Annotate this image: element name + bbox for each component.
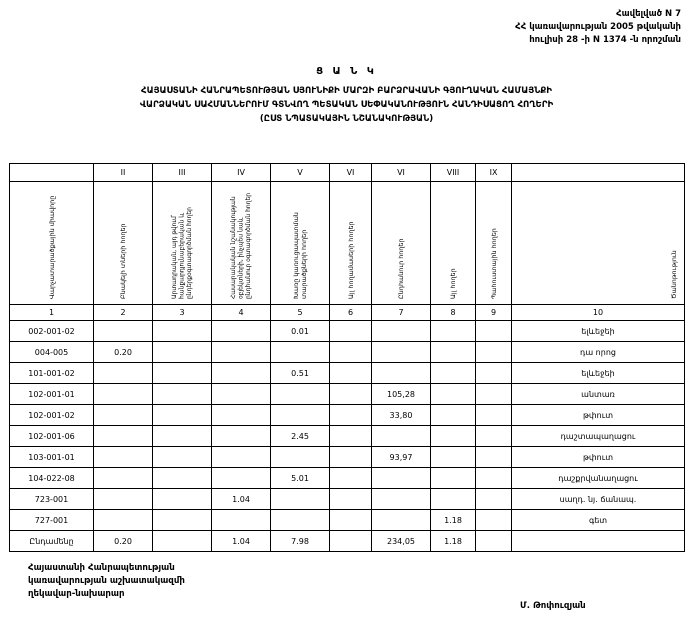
cell-c3 <box>153 510 212 531</box>
cell-note: թփուտ <box>512 405 685 426</box>
cell-c5 <box>271 489 330 510</box>
title-line-2: ՎԱՐՁԱԿԱՆ ՍԱՀՄԱՆՆԵՐՈՒՄ ԳՏՆՎՈՂ ՊԵՏԱԿԱՆ ՍԵՓԱԿԱՆՈՒԹՅՈՒՆ ՀԱՆԴԻՍԱՑՈՂ ՀՈՂԵՐԻ <box>139 100 554 110</box>
cell-c9 <box>476 510 512 531</box>
cell-c8 <box>431 363 476 384</box>
total-c3 <box>153 531 212 552</box>
cell-code: 004-005 <box>10 342 94 363</box>
cell-c9 <box>476 426 512 447</box>
table-row-total <box>10 531 685 552</box>
cell-note: թփուտ <box>512 447 685 468</box>
header-label-9: Պահուստային հողեր <box>489 228 498 299</box>
cell-c2 <box>94 468 153 489</box>
number-cell-8: 8 <box>431 305 476 321</box>
document-title-word: Ց Ա Ն Կ <box>316 66 377 77</box>
cell-c9 <box>476 384 512 405</box>
total-c5: 7.98 <box>271 531 330 552</box>
cell-c2 <box>94 426 153 447</box>
cell-c9 <box>476 489 512 510</box>
header-cell-4 <box>212 182 271 305</box>
cell-note: ելևեջեի <box>512 321 685 342</box>
cell-c6 <box>330 363 372 384</box>
header-cell-10 <box>512 182 685 305</box>
header-cell-2 <box>94 182 153 305</box>
total-c2: 0.20 <box>94 531 153 552</box>
cell-c7: 93,97 <box>372 447 431 468</box>
cell-c8 <box>431 447 476 468</box>
cell-note: անտառ <box>512 384 685 405</box>
cell-code: 727-001 <box>10 510 94 531</box>
footer-line-3: ղեկավար-նախարար <box>28 589 125 599</box>
footer-line-2: կառավարության աշխատակազմի <box>28 576 185 586</box>
table-row <box>10 405 685 426</box>
cell-c9 <box>476 342 512 363</box>
cell-note: ելևեջեի <box>512 363 685 384</box>
header-label-2: Բնակելի տների հողեր <box>119 223 127 299</box>
roman-cell-9: IX <box>476 164 512 182</box>
header-cell-3 <box>153 182 212 305</box>
cell-note: գետ <box>512 510 685 531</box>
total-c7: 234,05 <box>372 531 431 552</box>
cell-code: 101-001-02 <box>10 363 94 384</box>
cell-c2 <box>94 363 153 384</box>
cell-c4 <box>212 363 271 384</box>
roman-cell-3: III <box>153 164 212 182</box>
cell-c7 <box>372 321 431 342</box>
cell-c4 <box>212 426 271 447</box>
roman-cell-7: VI <box>372 164 431 182</box>
total-c9 <box>476 531 512 552</box>
cell-c8 <box>431 384 476 405</box>
cell-c2 <box>94 447 153 468</box>
cell-c7 <box>372 363 431 384</box>
land-table <box>9 163 685 552</box>
roman-cell-2: II <box>94 164 153 182</box>
total-c6 <box>330 531 372 552</box>
roman-cell-1 <box>10 164 94 182</box>
cell-c5 <box>271 342 330 363</box>
cell-c8 <box>431 342 476 363</box>
number-cell-6: 6 <box>330 305 372 321</box>
roman-cell-5: V <box>271 164 330 182</box>
table-row <box>10 342 685 363</box>
cell-code: 103-001-01 <box>10 447 94 468</box>
cell-code: 102-001-01 <box>10 384 94 405</box>
cell-c5 <box>271 447 330 468</box>
table-row <box>10 510 685 531</box>
number-cell-10: 10 <box>512 305 685 321</box>
table-row <box>10 447 685 468</box>
cell-c6 <box>330 489 372 510</box>
table-row <box>10 468 685 489</box>
cell-c7 <box>372 510 431 531</box>
cell-c3 <box>153 363 212 384</box>
number-cell-9: 9 <box>476 305 512 321</box>
cell-c3 <box>153 468 212 489</box>
number-cell-5: 5 <box>271 305 330 321</box>
roman-cell-4: IV <box>212 164 271 182</box>
cell-c4: 1.04 <box>212 489 271 510</box>
cell-c2 <box>94 384 153 405</box>
cell-c5 <box>271 510 330 531</box>
signature-block-left <box>28 562 185 601</box>
cell-c6 <box>330 321 372 342</box>
cell-code: 104-022-08 <box>10 468 94 489</box>
total-c8: 1.18 <box>431 531 476 552</box>
header-label-4: Հասարակական նշանակության օբյեկտների, ինչպես նաև ընդհանուր օգտագործման հողեր <box>229 192 252 299</box>
total-c4: 1.04 <box>212 531 271 552</box>
document-header <box>515 8 681 47</box>
cell-c5: 0.51 <box>271 363 330 384</box>
header-label-5: Խառը կառուցապատման տարածքների հողեր <box>292 212 308 299</box>
cell-c9 <box>476 363 512 384</box>
number-cell-7: 7 <box>372 305 431 321</box>
cell-c2 <box>94 405 153 426</box>
cell-c7: 105,28 <box>372 384 431 405</box>
cell-note: դաշքրվանաղացու <box>512 468 685 489</box>
cell-c5: 2.45 <box>271 426 330 447</box>
cell-c3 <box>153 384 212 405</box>
cell-c7: 33,80 <box>372 405 431 426</box>
cell-c4 <box>212 510 271 531</box>
footer-line-1: Հայաստանի Հանրապետության <box>28 563 175 573</box>
cell-note: դաշտապաղացու <box>512 426 685 447</box>
cell-c5 <box>271 384 330 405</box>
cell-code: 102-001-02 <box>10 405 94 426</box>
cell-c3 <box>153 321 212 342</box>
cell-c6 <box>330 426 372 447</box>
signature-name: Մ. Թոփուզյան <box>520 601 586 611</box>
cell-c5 <box>271 405 330 426</box>
cell-c7 <box>372 468 431 489</box>
cell-c6 <box>330 405 372 426</box>
cell-c6 <box>330 468 372 489</box>
cell-c9 <box>476 321 512 342</box>
total-label: Ընդամենը <box>10 531 94 552</box>
cell-c8 <box>431 405 476 426</box>
cell-c9 <box>476 405 512 426</box>
cell-code: 723-001 <box>10 489 94 510</box>
cell-c4 <box>212 321 271 342</box>
header-cell-1 <box>10 182 94 305</box>
cell-c9 <box>476 447 512 468</box>
cell-note: սաղդ. նյ. ճանապ. <box>512 489 685 510</box>
table-row <box>10 426 685 447</box>
number-cell-2: 2 <box>94 305 153 321</box>
cell-c6 <box>330 384 372 405</box>
header-cell-5 <box>271 182 330 305</box>
total-note <box>512 531 685 552</box>
cell-c3 <box>153 447 212 468</box>
number-cell-4: 4 <box>212 305 271 321</box>
table-row-roman <box>10 164 685 182</box>
number-cell-1: 1 <box>10 305 94 321</box>
cell-c8 <box>431 489 476 510</box>
cell-c9 <box>476 468 512 489</box>
cell-c8 <box>431 321 476 342</box>
header-label-1: Վարչատարածքային միավորը <box>47 195 56 299</box>
table-row <box>10 321 685 342</box>
header-cell-6 <box>330 182 372 305</box>
header-label-6: Այլ հողամասերի հողեր <box>346 221 355 299</box>
cell-c2 <box>94 489 153 510</box>
cell-c7 <box>372 342 431 363</box>
title-line-1: ՀԱՅԱՍՏԱՆԻ ՀԱՆՐԱՊԵՏՈՒԹՅԱՆ ՍՅՈՒՆԻՔԻ ՄԱՐԶԻ ԲԱՐՁՐԱՎԱՆԻ ԳՅՈՒՂԱԿԱՆ ՀԱՄԱՅՆՔԻ <box>141 86 552 96</box>
header-label-3: Արտադրական, այդ թվում՝ հանքարդյունաբերական և ընդերքօգտագործման հողեր <box>170 207 193 299</box>
cell-c6 <box>330 510 372 531</box>
cell-c3 <box>153 426 212 447</box>
cell-code: 102-001-06 <box>10 426 94 447</box>
table-row <box>10 489 685 510</box>
cell-c3 <box>153 342 212 363</box>
cell-c7 <box>372 426 431 447</box>
header-label-7: Ընդհանուր հողեր <box>397 238 405 299</box>
header-line-3: հուլիսի 28 -ի N 1374 -ն որոշման <box>529 35 681 45</box>
roman-cell-6: VI <box>330 164 372 182</box>
cell-c2 <box>94 510 153 531</box>
cell-c2 <box>94 321 153 342</box>
roman-cell-8: VIII <box>431 164 476 182</box>
header-line-2: ՀՀ կառավարության 2005 թվականի <box>515 22 681 32</box>
header-cell-7 <box>372 182 431 305</box>
cell-c4 <box>212 447 271 468</box>
cell-c6 <box>330 447 372 468</box>
cell-c5: 0.01 <box>271 321 330 342</box>
table-row-numbers <box>10 305 685 321</box>
cell-c4 <box>212 405 271 426</box>
table-row <box>10 363 685 384</box>
title-line-3: (ԸՍՏ ՆՊԱՏԱԿԱՅԻՆ ՆՇԱՆԱԿՈՒԹՅԱՆ) <box>259 114 434 124</box>
cell-c2: 0.20 <box>94 342 153 363</box>
number-cell-3: 3 <box>153 305 212 321</box>
roman-cell-10 <box>512 164 685 182</box>
header-line-1: Հավելված N 7 <box>616 9 681 19</box>
cell-c6 <box>330 342 372 363</box>
cell-c8 <box>431 426 476 447</box>
table-row <box>10 384 685 405</box>
cell-c3 <box>153 489 212 510</box>
cell-note: դա որոց <box>512 342 685 363</box>
cell-c4 <box>212 342 271 363</box>
header-cell-8 <box>431 182 476 305</box>
cell-c4 <box>212 468 271 489</box>
cell-c5: 5.01 <box>271 468 330 489</box>
cell-c4 <box>212 384 271 405</box>
cell-c8: 1.18 <box>431 510 476 531</box>
document-title <box>18 84 675 126</box>
cell-c3 <box>153 405 212 426</box>
table-row-vertical-headers <box>10 182 685 305</box>
header-label-10: Ծանոթություն <box>670 250 678 299</box>
cell-c8 <box>431 468 476 489</box>
header-label-8: Այլ հողեր <box>449 268 457 299</box>
header-cell-9 <box>476 182 512 305</box>
cell-code: 002-001-02 <box>10 321 94 342</box>
cell-c7 <box>372 489 431 510</box>
